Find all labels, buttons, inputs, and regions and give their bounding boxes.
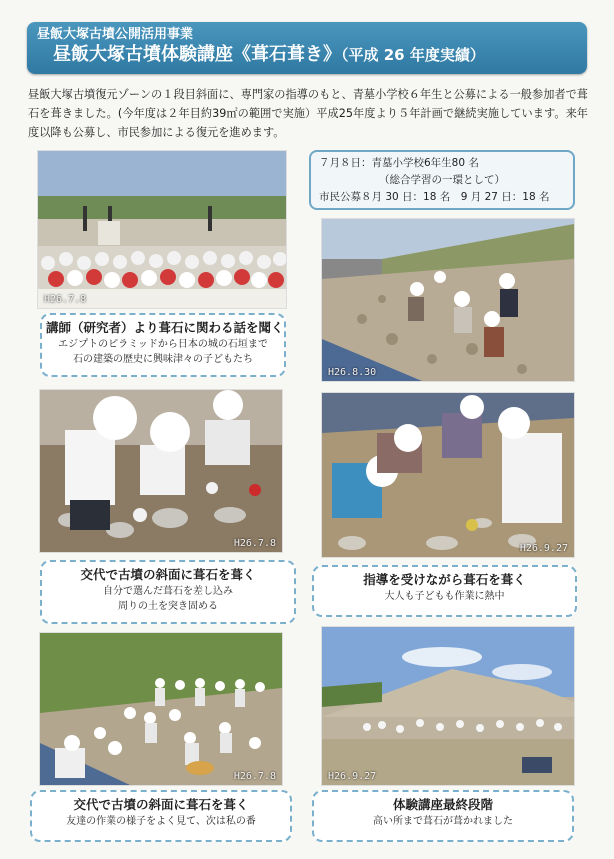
page-title-main: 昼飯大塚古墳体験講座《葺石葺き》	[53, 44, 341, 65]
photo-date-stamp: H26.8.30	[328, 367, 377, 378]
photo-lecture	[38, 151, 286, 308]
photo-group-on-slope	[40, 633, 282, 785]
photo-final-stage	[322, 627, 574, 785]
caption-title: 体験講座最終段階	[392, 797, 493, 812]
caption-title: 交代で古墳の斜面に葺石を葺く	[73, 797, 249, 812]
photo-adults-working	[322, 219, 574, 381]
photo-date-stamp: H26.9.27	[519, 543, 568, 554]
page-title	[37, 43, 577, 67]
caption-lecture	[40, 313, 286, 377]
caption-watching-friends	[30, 790, 292, 842]
caption-title: 交代で古墳の斜面に葺石を葺く	[80, 567, 256, 582]
caption-line: 自分で選んだ葺石を差し込み	[103, 586, 233, 597]
caption-line: 大人も子どもも作業に熱中	[384, 591, 505, 602]
page-title-year: （平成 26 年度実績）	[341, 46, 485, 64]
photo-date-stamp: H26.7.8	[233, 538, 276, 549]
caption-guided-work	[312, 565, 577, 617]
caption-taking-turns	[40, 560, 296, 624]
info-line-public: 市民公募８月 30 日：18 名 9 月 27 日：18 名	[319, 191, 550, 203]
caption-line: 周りの土を突き固める	[118, 601, 218, 612]
info-line-note: （総合学習の一環として）	[379, 174, 505, 186]
caption-line: エジプトのピラミッドから日本の城の石垣まで	[58, 339, 268, 350]
caption-line: 高い所まで葺石が葺かれました	[373, 816, 513, 827]
photo-children-placing-stones	[40, 390, 282, 552]
caption-title: 指導を受けながら葺石を葺く	[363, 572, 526, 587]
photo-date-stamp: H26.7.8	[233, 771, 276, 782]
caption-title: 講師（研究者）より葺石に関わる話を聞く	[46, 320, 284, 335]
photo-date-stamp: H26.9.27	[328, 771, 377, 782]
info-line-students: ７月８日：青墓小学校6年生80 名	[319, 157, 479, 169]
photo-date-stamp: H26.7.8	[44, 294, 87, 305]
intro-paragraph: 昼飯大塚古墳復元ゾーンの１段目斜面に、専門家の指導のもと、青墓小学校６年生と公募による一般参加者で葺石を葺きました。(今年度は２年目約39㎡の範囲で実施）平成25年度より５年計画で継続実施しています。来年度以降も公募し、市民参加による復元を進めます。	[28, 88, 588, 139]
caption-final-stage	[312, 790, 574, 842]
banner-subtitle: 昼飯大塚古墳公開活用事業	[37, 27, 194, 42]
caption-line: 友達の作業の様子をよく見て、次は私の番	[66, 816, 256, 827]
title-banner	[27, 22, 587, 74]
participants-info-box	[309, 150, 575, 210]
caption-line: 石の建築の歴史に興味津々の子どもたち	[73, 354, 253, 365]
photo-guided-work	[322, 393, 574, 557]
